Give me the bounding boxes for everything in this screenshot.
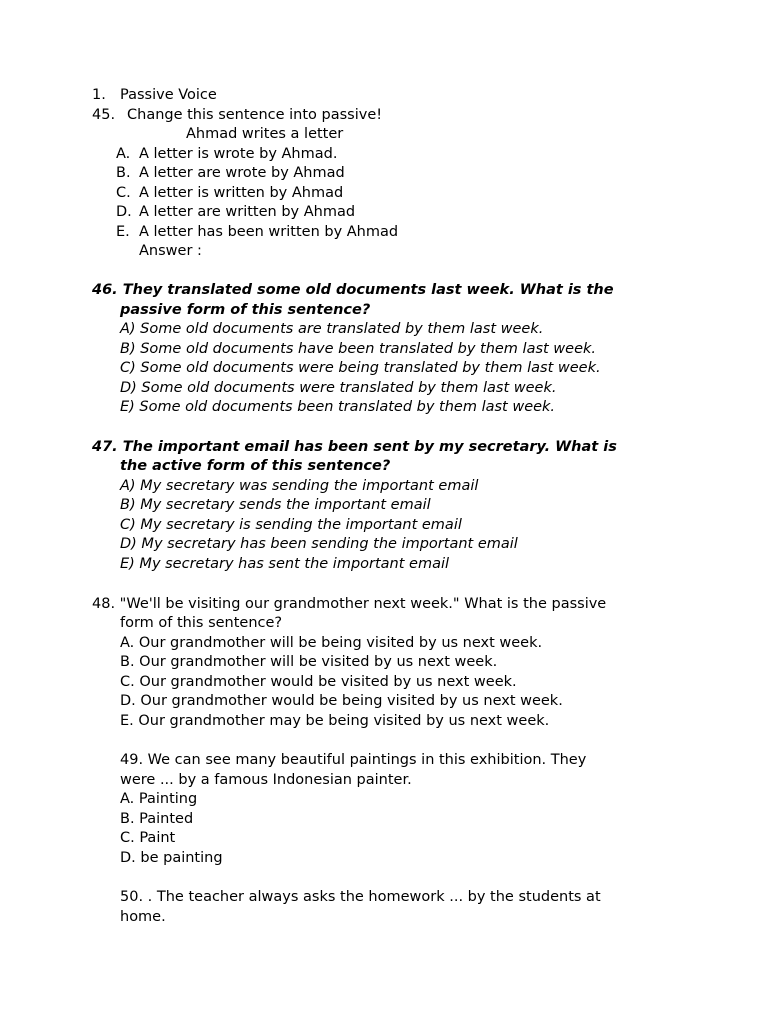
q45-option [116,164,345,184]
q49-option-b: B. Painted [120,811,194,827]
q48-option-b: B. Our grandmother will be visited by us next week. [120,654,498,670]
q45-prompt-text: Change this sentence into passive! [127,107,383,123]
q49-option-d: D. be painting [120,850,223,866]
q45-prompt [92,106,382,126]
q46-question-line1: 46. They translated some old documents last week. What is the [92,282,614,298]
section-title: Passive Voice [120,87,217,103]
option-text: A letter has been written by Ahmad [139,224,399,240]
q45-sentence: Ahmad writes a letter [186,126,344,142]
option-letter: A. [116,146,131,162]
q47-option-c: C) My secretary is sending the important email [120,517,462,533]
section-heading [92,86,217,106]
q46-option-e: E) Some old documents been translated by them last week. [120,399,556,415]
q49-question-line1: 49. We can see many beautiful paintings in this exhibition. They [120,752,587,768]
q48-question-line1: 48. "We'll be visiting our grandmother next week." What is the passive [92,596,607,612]
option-text: A letter are wrote by Ahmad [139,165,345,181]
q50-question-line2: home. [120,909,166,925]
section-number: 1. [92,87,106,103]
q47-option-e: E) My secretary has sent the important email [120,556,450,572]
q45-option [116,203,355,223]
option-letter: B. [116,165,131,181]
q46-question-line2: passive form of this sentence? [120,302,371,318]
q49-option-c: C. Paint [120,830,176,846]
q48-question-line2: form of this sentence? [120,615,283,631]
q47-question-line2: the active form of this sentence? [120,458,391,474]
option-text: A letter is wrote by Ahmad. [139,146,338,162]
option-letter: E. [116,224,130,240]
q49-option-a: A. Painting [120,791,198,807]
q46-option-b: B) Some old documents have been translated by them last week. [120,341,597,357]
q45-option [116,184,343,204]
option-letter: C. [116,185,131,201]
q46-option-d: D) Some old documents were translated by them last week. [120,380,557,396]
q46-option-c: C) Some old documents were being translated by them last week. [120,360,601,376]
option-letter: D. [116,204,132,220]
q49-question-line2: were ... by a famous Indonesian painter. [120,772,412,788]
q47-option-b: B) My secretary sends the important email [120,497,431,513]
q48-option-c: C. Our grandmother would be visited by us next week. [120,674,517,690]
q45-answer-label: Answer : [139,243,202,259]
q45-option [116,145,337,165]
q45-number: 45. [92,107,116,123]
q47-option-a: A) My secretary was sending the important email [120,478,479,494]
q47-option-d: D) My secretary has been sending the important email [120,536,518,552]
q50-question-line1: 50. . The teacher always asks the homework ... by the students at [120,889,601,905]
q46-option-a: A) Some old documents are translated by them last week. [120,321,544,337]
option-text: A letter is written by Ahmad [139,185,344,201]
q47-question-line1: 47. The important email has been sent by my secretary. What is [92,439,617,455]
option-text: A letter are written by Ahmad [139,204,356,220]
q48-option-d: D. Our grandmother would be being visited by us next week. [120,693,563,709]
q45-option [116,223,398,243]
q48-option-a: A. Our grandmother will be being visited by us next week. [120,635,543,651]
q48-option-e: E. Our grandmother may be being visited by us next week. [120,713,550,729]
